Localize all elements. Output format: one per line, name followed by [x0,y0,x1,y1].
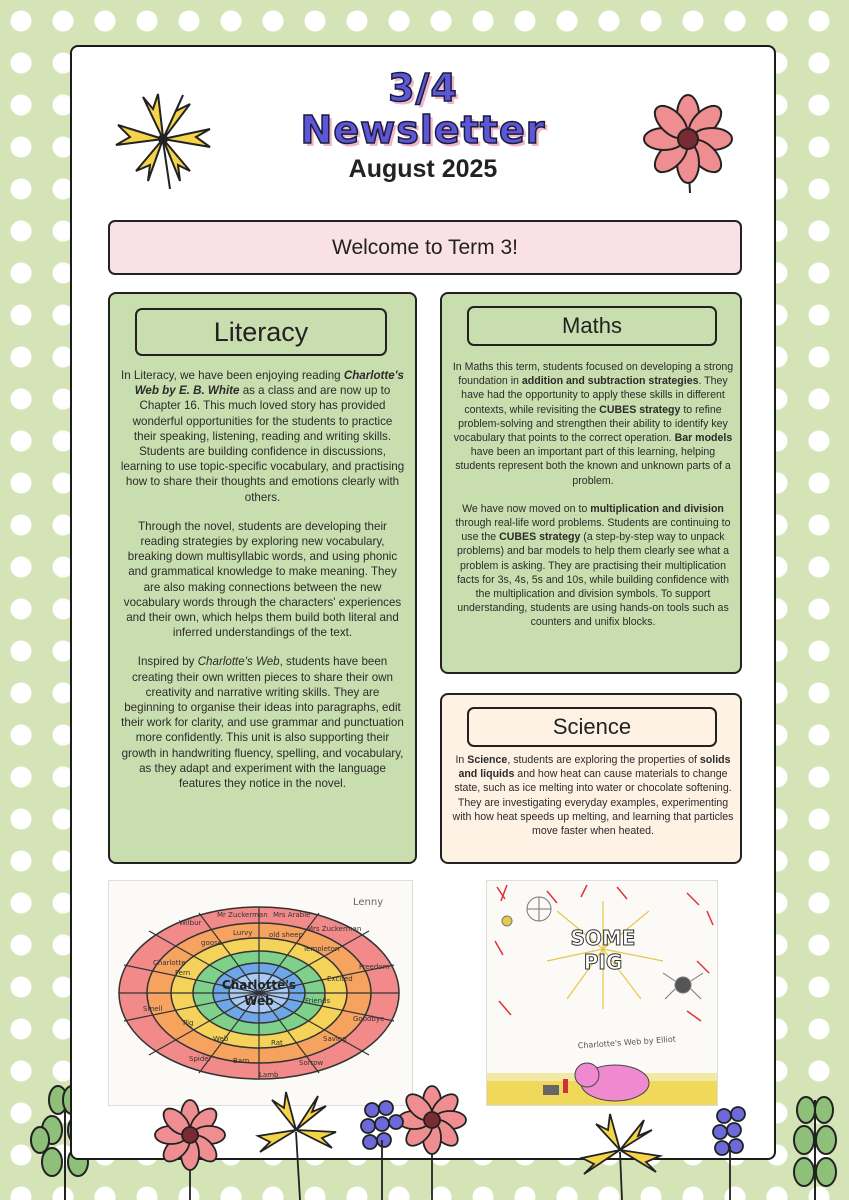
web-word-15: old sheep [269,931,304,939]
literacy-text: In Literacy, we have been enjoying reading Charlotte's Web by E. B. White as a class and are now up to Chapter 16. This much loved story has provided wonderful opportunities for the students to practice their speaking, listening, reading and writing skills. Students are building confidence in discussions, learning to use topic-specific vocabulary, and practising how to share their thoughts and emotions clearly with others. Through the novel, students are developing their reading strategies by exploring new vocabulary, breaking down multisyllabic words, and using phonic and grammatical knowledge to make meaning. They are also making connections between the new vocabulary words through the characters' experiences and their own, which helps them build both literal and inferred understandings of the text. Inspired by Charlotte's Web, students have been creating their own written pieces to share their own creativity and narrative writing skills. They are beginning to organise their ideas into paragraphs, edit their work for clarity, and use grammar and punctuation more confidently. This unit is also supporting their growth in handwriting fluency, spelling, and vocabulary, as they adapt and experiment with the language features they notice in the novel. [120,369,405,791]
web-word-8: Sorrow [299,1059,324,1067]
title-newsletter: Newsletter [300,108,546,152]
web-center-title-2: Web [244,994,274,1008]
literacy-section [108,292,417,864]
spider-web-illustration [109,881,413,1106]
newsletter-title [72,67,774,184]
web-word-5: Freedom [359,963,390,971]
web-word-21: Rat [271,1039,283,1047]
some-pig-illustration [487,881,718,1106]
maths-heading: Maths [467,306,717,346]
spider-web-drawing [108,880,413,1106]
web-word-1: Wilbur [179,919,202,927]
newsletter-page [70,45,776,1160]
title-date: August 2025 [348,155,498,183]
web-word-18: Friends [305,997,331,1005]
bottom-flowers-decoration [0,1080,849,1200]
maths-text: In Maths this term, students focused on developing a strong foundation in addition and subtraction strategies. They have had the opportunity to apply these skills in different contexts, while revisiting the CUBES strategy to refine problem-solving and strengthen their ability to identify key vocabulary that points to the correct operation. Bar models have been an important part of this learning, helping students represent both the known and unknown parts of a problem. We have now moved on to multiplication and division through real-life word problems. Students are continuing to use the CUBES strategy (a step-by-step way to unpack problems) and bar models to help them clearly see what a problem is asking. They are practising their multiplication facts for 3s, 4s, 5s and 10s, while building confidence with the multiplication and division symbols. To support understanding, students are using hands-on tools such as counters and unifix blocks. [452,361,734,629]
web-word-9: Lamb [259,1071,279,1079]
web-word-20: Web [213,1035,229,1043]
web-word-4: Mrs Zuckerman [307,925,362,933]
web-word-13: goose [201,939,222,947]
web-word-11: Smell [143,1005,163,1013]
pig-title-1: SOME [570,926,636,950]
web-word-3: Mrs Arable [273,911,311,919]
science-section [440,693,742,864]
maths-section [440,292,742,674]
pig-caption: Charlotte's Web by Elliot [577,1034,677,1051]
web-word-22: Spider [189,1055,212,1063]
web-word-16: Templeton [303,945,340,953]
web-word-6: Goodbye [353,1015,385,1023]
web-center-title-1: Charlotte's [221,978,297,992]
science-text: In Science, students are exploring the properties of solids and liquids and how heat can cause materials to change state, such as ice melting into water or chocolate softening. They are investigating everyday examples, experimenting with how heat speeds up melting, and learning that particles move faster when heated. [452,754,734,838]
some-pig-drawing [486,880,718,1106]
science-heading: Science [467,707,717,747]
welcome-banner: Welcome to Term 3! [108,220,742,275]
web-word-17: Excited [327,975,353,983]
web-word-2: Mr Zuckerman [217,911,268,919]
web-word-14: Lurvy [233,929,253,937]
web-word-23: Barn [233,1057,250,1065]
pig-title-2: PIG [583,950,623,974]
web-word-10: Charlotte [153,959,186,967]
web-word-7: Saving [323,1035,347,1043]
literacy-heading: Literacy [135,308,387,356]
web-student-name: Lenny [353,897,384,908]
web-word-19: Pig [183,1019,194,1027]
web-word-12: Fern [175,969,191,977]
title-class: 3/4 [388,66,458,110]
